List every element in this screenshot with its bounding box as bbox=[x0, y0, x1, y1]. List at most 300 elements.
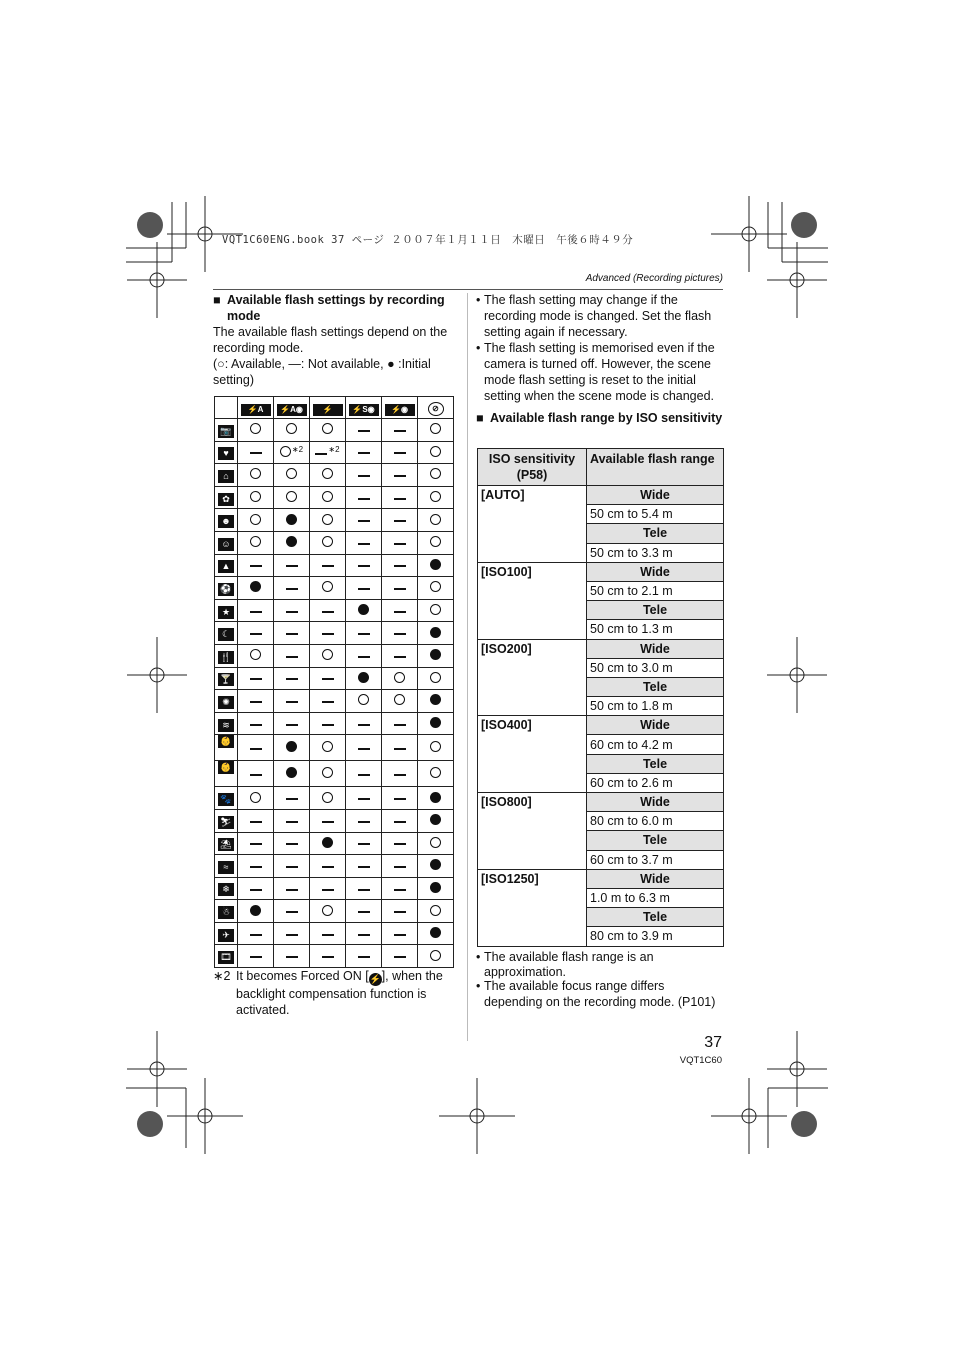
not-available-mark bbox=[394, 911, 406, 913]
not-available-mark bbox=[358, 656, 370, 658]
iso-value-cell: [ISO1250] bbox=[478, 869, 587, 946]
flash-cell bbox=[382, 690, 418, 713]
recording-mode-icon: ≈ bbox=[218, 861, 234, 874]
flash-cell bbox=[238, 464, 274, 487]
flash-cell bbox=[418, 622, 454, 645]
available-mark bbox=[358, 694, 369, 705]
page-number: 37 bbox=[704, 1034, 722, 1051]
not-available-mark bbox=[394, 543, 406, 545]
flash-cell bbox=[238, 922, 274, 945]
not-available-mark bbox=[358, 956, 370, 958]
flash-cell bbox=[418, 922, 454, 945]
available-mark bbox=[286, 423, 297, 434]
initial-setting-mark bbox=[430, 814, 441, 825]
available-mark bbox=[430, 491, 441, 502]
not-available-mark bbox=[286, 911, 298, 913]
not-available-mark bbox=[286, 588, 298, 590]
available-mark bbox=[322, 581, 333, 592]
flash-cell bbox=[382, 622, 418, 645]
flash-cell bbox=[238, 832, 274, 855]
wide-label-cell: Wide bbox=[587, 639, 724, 658]
flash-cell bbox=[238, 735, 274, 761]
tele-label-cell: Tele bbox=[587, 831, 724, 850]
flash-cell bbox=[238, 509, 274, 532]
flash-cell bbox=[346, 690, 382, 713]
flash-cell bbox=[274, 441, 310, 464]
not-available-mark bbox=[322, 633, 334, 635]
recording-mode-icon: 🍸 bbox=[218, 673, 234, 686]
flash-mode-icon: ⚡ bbox=[313, 404, 343, 416]
recording-mode-icon: ♥ bbox=[218, 447, 234, 460]
flash-mode-icon: ⚡S◉ bbox=[349, 404, 379, 416]
flash-cell bbox=[346, 441, 382, 464]
flash-mode-icon: ⊘ bbox=[428, 402, 444, 416]
recording-mode-cell bbox=[215, 832, 238, 855]
recording-mode-cell bbox=[215, 509, 238, 532]
available-mark bbox=[430, 950, 441, 961]
flash-cell bbox=[346, 622, 382, 645]
not-available-mark bbox=[358, 889, 370, 891]
recording-mode-icon: ⛷ bbox=[218, 816, 234, 829]
tele-range-cell: 60 cm to 2.6 m bbox=[587, 773, 724, 792]
available-mark bbox=[322, 536, 333, 547]
flash-cell bbox=[346, 599, 382, 622]
not-available-mark bbox=[250, 611, 262, 613]
not-available-mark bbox=[250, 956, 262, 958]
available-mark bbox=[430, 741, 441, 752]
flash-column-header bbox=[238, 397, 274, 419]
not-available-mark bbox=[322, 821, 334, 823]
not-available-mark bbox=[394, 821, 406, 823]
flash-cell bbox=[238, 855, 274, 878]
tele-range-cell: 50 cm to 3.3 m bbox=[587, 543, 724, 562]
flash-cell bbox=[274, 667, 310, 690]
flash-cell bbox=[418, 577, 454, 600]
not-available-mark bbox=[250, 934, 262, 936]
flash-cell bbox=[310, 877, 346, 900]
not-available-mark bbox=[286, 889, 298, 891]
iso-value-cell: [ISO100] bbox=[478, 562, 587, 639]
flash-cell bbox=[274, 787, 310, 810]
not-available-mark bbox=[286, 866, 298, 868]
flash-cell bbox=[418, 509, 454, 532]
not-available-mark bbox=[286, 678, 298, 680]
available-mark bbox=[250, 491, 261, 502]
flash-cell bbox=[310, 577, 346, 600]
recording-mode-cell bbox=[215, 554, 238, 577]
available-mark bbox=[430, 672, 441, 683]
table-row bbox=[478, 869, 724, 888]
flash-cell bbox=[310, 486, 346, 509]
flash-cell bbox=[238, 900, 274, 923]
available-mark bbox=[430, 423, 441, 434]
flash-cell bbox=[346, 486, 382, 509]
print-header: VQT1C60ENG.book 37 ページ ２００７年１月１１日 木曜日 午後６時４９分 bbox=[222, 234, 634, 246]
iso-value-cell: [ISO400] bbox=[478, 716, 587, 793]
flash-cell bbox=[418, 441, 454, 464]
table-row bbox=[215, 464, 454, 487]
not-available-mark bbox=[322, 678, 334, 680]
flash-cell bbox=[382, 531, 418, 554]
flash-settings-heading-text: Available flash settings by recording mode bbox=[227, 293, 445, 323]
note-bullet: • The flash setting is memorised even if the camera is turned off. However, the scene mode flash setting is reset to the initial setting when the scene mode is changed. bbox=[476, 340, 724, 404]
not-available-mark bbox=[358, 452, 370, 454]
recording-mode-cell bbox=[215, 667, 238, 690]
wide-label-cell: Wide bbox=[587, 562, 724, 581]
not-available-mark bbox=[322, 611, 334, 613]
tele-range-cell: 60 cm to 3.7 m bbox=[587, 850, 724, 869]
not-available-mark bbox=[322, 889, 334, 891]
section-label: Advanced (Recording pictures) bbox=[585, 273, 723, 284]
available-mark bbox=[322, 468, 333, 479]
table-row bbox=[215, 622, 454, 645]
not-available-mark bbox=[250, 565, 262, 567]
flash-cell bbox=[346, 761, 382, 787]
available-mark bbox=[286, 491, 297, 502]
table-row bbox=[215, 554, 454, 577]
flash-settings-table bbox=[214, 396, 454, 968]
not-available-mark bbox=[394, 498, 406, 500]
wide-label-cell: Wide bbox=[587, 486, 724, 505]
tele-range-cell: 50 cm to 1.8 m bbox=[587, 697, 724, 716]
available-mark bbox=[286, 468, 297, 479]
flash-cell bbox=[382, 787, 418, 810]
table-row bbox=[215, 809, 454, 832]
not-available-mark bbox=[394, 611, 406, 613]
initial-setting-mark bbox=[430, 717, 441, 728]
available-mark bbox=[250, 514, 261, 525]
flash-cell bbox=[346, 464, 382, 487]
flash-cell bbox=[274, 464, 310, 487]
recording-mode-icon: ★ bbox=[218, 606, 234, 619]
flash-cell bbox=[310, 441, 346, 464]
flash-cell bbox=[382, 945, 418, 968]
note-bullet: • The flash setting may change if the recording mode is changed. Set the flash setting again if necessary. bbox=[476, 292, 724, 340]
recording-mode-icon: ❄ bbox=[218, 883, 234, 896]
recording-mode-icon: ✈ bbox=[218, 929, 234, 942]
flash-cell bbox=[418, 531, 454, 554]
tele-label-cell: Tele bbox=[587, 677, 724, 696]
not-available-mark bbox=[358, 475, 370, 477]
not-available-mark bbox=[322, 934, 334, 936]
not-available-mark bbox=[322, 956, 334, 958]
not-available-mark bbox=[250, 701, 262, 703]
available-mark bbox=[250, 536, 261, 547]
not-available-mark bbox=[394, 798, 406, 800]
flash-cell bbox=[310, 787, 346, 810]
available-mark bbox=[430, 581, 441, 592]
tele-label-cell: Tele bbox=[587, 601, 724, 620]
not-available-mark bbox=[358, 633, 370, 635]
flash-cell bbox=[382, 577, 418, 600]
flash-cell bbox=[310, 809, 346, 832]
square-bullet-icon: ■ bbox=[213, 293, 221, 307]
initial-setting-mark bbox=[430, 859, 441, 870]
table-row bbox=[478, 562, 724, 581]
flash-mode-icon: ⚡A◉ bbox=[277, 404, 307, 416]
available-mark bbox=[430, 767, 441, 778]
flash-cell bbox=[238, 945, 274, 968]
flash-cell bbox=[310, 900, 346, 923]
not-available-mark bbox=[394, 843, 406, 845]
wide-label-cell: Wide bbox=[587, 793, 724, 812]
flash-cell bbox=[418, 855, 454, 878]
recording-mode-cell bbox=[215, 787, 238, 810]
available-mark bbox=[322, 792, 333, 803]
flash-cell bbox=[346, 554, 382, 577]
not-available-mark bbox=[315, 453, 327, 455]
available-mark bbox=[430, 446, 441, 457]
flash-cell bbox=[310, 735, 346, 761]
not-available-mark bbox=[286, 701, 298, 703]
not-available-mark bbox=[358, 911, 370, 913]
flash-cell bbox=[346, 877, 382, 900]
flash-column-header bbox=[418, 397, 454, 419]
recording-mode-cell bbox=[215, 464, 238, 487]
not-available-mark bbox=[394, 866, 406, 868]
flash-cell bbox=[274, 832, 310, 855]
recording-mode-icon: ☺ bbox=[218, 538, 234, 551]
not-available-mark bbox=[394, 934, 406, 936]
not-available-mark bbox=[322, 724, 334, 726]
not-available-mark bbox=[358, 843, 370, 845]
not-available-mark bbox=[322, 565, 334, 567]
not-available-mark bbox=[394, 774, 406, 776]
flash-cell bbox=[238, 554, 274, 577]
not-available-mark bbox=[286, 565, 298, 567]
flash-cell bbox=[346, 922, 382, 945]
table-row bbox=[215, 922, 454, 945]
flash-settings-intro-text: The available flash settings depend on the recording mode. bbox=[213, 325, 448, 355]
available-mark bbox=[430, 536, 441, 547]
flash-cell bbox=[382, 441, 418, 464]
available-mark bbox=[394, 672, 405, 683]
flash-cell bbox=[274, 735, 310, 761]
flash-cell bbox=[238, 761, 274, 787]
flash-cell bbox=[310, 509, 346, 532]
flash-cell bbox=[238, 644, 274, 667]
available-mark bbox=[322, 514, 333, 525]
iso-value-cell: [ISO800] bbox=[478, 793, 587, 870]
flash-cell bbox=[238, 599, 274, 622]
footnote-text-b: ], when the backlight compensation function is activated. bbox=[236, 969, 443, 1017]
table-row bbox=[215, 855, 454, 878]
not-available-mark bbox=[250, 748, 262, 750]
flash-cell bbox=[382, 900, 418, 923]
table-row bbox=[215, 712, 454, 735]
flash-cell bbox=[310, 419, 346, 442]
flash-cell bbox=[238, 486, 274, 509]
flash-cell bbox=[346, 577, 382, 600]
not-available-mark bbox=[250, 724, 262, 726]
footnote-ref: ∗2 bbox=[328, 444, 340, 454]
not-available-mark bbox=[358, 565, 370, 567]
flash-cell bbox=[382, 761, 418, 787]
table-row bbox=[215, 787, 454, 810]
flash-cell bbox=[346, 855, 382, 878]
not-available-mark bbox=[358, 798, 370, 800]
flash-cell bbox=[274, 486, 310, 509]
available-mark bbox=[322, 649, 333, 660]
flash-cell bbox=[274, 554, 310, 577]
table-row bbox=[215, 531, 454, 554]
initial-setting-mark bbox=[286, 514, 297, 525]
flash-cell bbox=[382, 599, 418, 622]
table-row bbox=[215, 945, 454, 968]
flash-cell bbox=[382, 877, 418, 900]
flash-mode-icon: ⚡A bbox=[241, 404, 271, 416]
not-available-mark bbox=[394, 748, 406, 750]
available-mark bbox=[430, 837, 441, 848]
flash-cell bbox=[310, 644, 346, 667]
tele-label-cell: Tele bbox=[587, 754, 724, 773]
flash-cell bbox=[310, 599, 346, 622]
flash-cell bbox=[238, 667, 274, 690]
not-available-mark bbox=[250, 889, 262, 891]
flash-cell bbox=[346, 832, 382, 855]
footnote bbox=[213, 968, 458, 1018]
recording-mode-cell bbox=[215, 855, 238, 878]
initial-setting-mark bbox=[250, 581, 261, 592]
not-available-mark bbox=[394, 475, 406, 477]
table-row bbox=[215, 877, 454, 900]
flash-cell bbox=[382, 509, 418, 532]
flash-cell bbox=[382, 735, 418, 761]
flash-cell bbox=[238, 419, 274, 442]
wide-range-cell: 50 cm to 3.0 m bbox=[587, 658, 724, 677]
flash-cell bbox=[310, 945, 346, 968]
recording-mode-cell bbox=[215, 599, 238, 622]
flash-cell bbox=[274, 712, 310, 735]
flash-header-row bbox=[215, 397, 454, 419]
not-available-mark bbox=[358, 543, 370, 545]
document-code: VQT1C60 bbox=[679, 1055, 722, 1066]
flash-column-header bbox=[382, 397, 418, 419]
flash-cell bbox=[346, 667, 382, 690]
not-available-mark bbox=[358, 724, 370, 726]
not-available-mark bbox=[286, 656, 298, 658]
not-available-mark bbox=[250, 843, 262, 845]
wide-range-cell: 1.0 m to 6.3 m bbox=[587, 888, 724, 907]
flash-cell bbox=[382, 922, 418, 945]
tele-label-cell: Tele bbox=[587, 908, 724, 927]
recording-mode-icon: 🐾 bbox=[218, 793, 234, 806]
corner-cell bbox=[215, 397, 238, 419]
recording-mode-cell bbox=[215, 419, 238, 442]
recording-mode-cell bbox=[215, 945, 238, 968]
flash-cell bbox=[418, 667, 454, 690]
initial-setting-mark bbox=[430, 559, 441, 570]
initial-setting-mark bbox=[286, 741, 297, 752]
available-mark bbox=[322, 905, 333, 916]
recording-mode-cell bbox=[215, 900, 238, 923]
recording-mode-cell bbox=[215, 531, 238, 554]
range-col-header: Available flash range bbox=[587, 449, 724, 486]
flash-cell bbox=[382, 644, 418, 667]
recording-mode-icon: ≋ bbox=[218, 719, 234, 732]
flash-cell bbox=[310, 761, 346, 787]
not-available-mark bbox=[322, 701, 334, 703]
tele-range-cell: 80 cm to 3.9 m bbox=[587, 927, 724, 946]
not-available-mark bbox=[250, 774, 262, 776]
flash-cell bbox=[274, 531, 310, 554]
not-available-mark bbox=[358, 866, 370, 868]
flash-cell bbox=[418, 690, 454, 713]
available-mark bbox=[322, 423, 333, 434]
recording-mode-icon: ▲ bbox=[218, 560, 234, 573]
recording-mode-icon: ✿ bbox=[218, 493, 234, 506]
not-available-mark bbox=[286, 798, 298, 800]
flash-cell bbox=[238, 577, 274, 600]
flash-cell bbox=[238, 877, 274, 900]
flash-cell bbox=[238, 441, 274, 464]
flash-cell bbox=[346, 900, 382, 923]
not-available-mark bbox=[394, 520, 406, 522]
not-available-mark bbox=[394, 565, 406, 567]
flash-cell bbox=[310, 855, 346, 878]
not-available-mark bbox=[286, 633, 298, 635]
right-bottom-notes bbox=[476, 950, 724, 1010]
right-top-notes bbox=[476, 292, 724, 426]
not-available-mark bbox=[286, 934, 298, 936]
recording-mode-icon: ⌂ bbox=[218, 470, 234, 483]
flash-cell bbox=[382, 832, 418, 855]
flash-settings-intro bbox=[213, 292, 458, 388]
note-bullet: • The available focus range differs depending on the recording mode. (P101) bbox=[476, 979, 724, 1010]
flash-mode-icon: ⚡◉ bbox=[385, 404, 415, 416]
wide-range-cell: 50 cm to 2.1 m bbox=[587, 581, 724, 600]
available-mark bbox=[250, 423, 261, 434]
initial-setting-mark bbox=[430, 694, 441, 705]
not-available-mark bbox=[358, 520, 370, 522]
available-mark bbox=[322, 767, 333, 778]
note-bullet: • The available flash range is an approximation. bbox=[476, 950, 724, 979]
flash-cell bbox=[418, 712, 454, 735]
wide-range-cell: 80 cm to 6.0 m bbox=[587, 812, 724, 831]
recording-mode-icon: 🍴 bbox=[218, 651, 234, 664]
recording-mode-cell bbox=[215, 441, 238, 464]
iso-value-cell: [ISO200] bbox=[478, 639, 587, 716]
flash-cell bbox=[238, 809, 274, 832]
flash-cell bbox=[418, 945, 454, 968]
flash-cell bbox=[274, 690, 310, 713]
available-mark bbox=[250, 792, 261, 803]
flash-cell bbox=[346, 809, 382, 832]
available-mark bbox=[430, 468, 441, 479]
iso-flash-range-table bbox=[477, 448, 724, 947]
flash-cell bbox=[346, 644, 382, 667]
table-row bbox=[478, 793, 724, 812]
table-row bbox=[478, 486, 724, 505]
recording-mode-icon: 👶1 bbox=[218, 735, 234, 748]
recording-mode-cell bbox=[215, 735, 238, 761]
flash-cell bbox=[274, 877, 310, 900]
flash-cell bbox=[418, 735, 454, 761]
recording-mode-cell bbox=[215, 486, 238, 509]
not-available-mark bbox=[394, 889, 406, 891]
table-row bbox=[215, 441, 454, 464]
table-row bbox=[215, 735, 454, 761]
flash-cell bbox=[274, 622, 310, 645]
recording-mode-cell bbox=[215, 809, 238, 832]
flash-cell bbox=[418, 464, 454, 487]
initial-setting-mark bbox=[430, 927, 441, 938]
available-mark bbox=[430, 604, 441, 615]
not-available-mark bbox=[250, 821, 262, 823]
flash-cell bbox=[346, 787, 382, 810]
recording-mode-cell bbox=[215, 877, 238, 900]
recording-mode-cell bbox=[215, 644, 238, 667]
